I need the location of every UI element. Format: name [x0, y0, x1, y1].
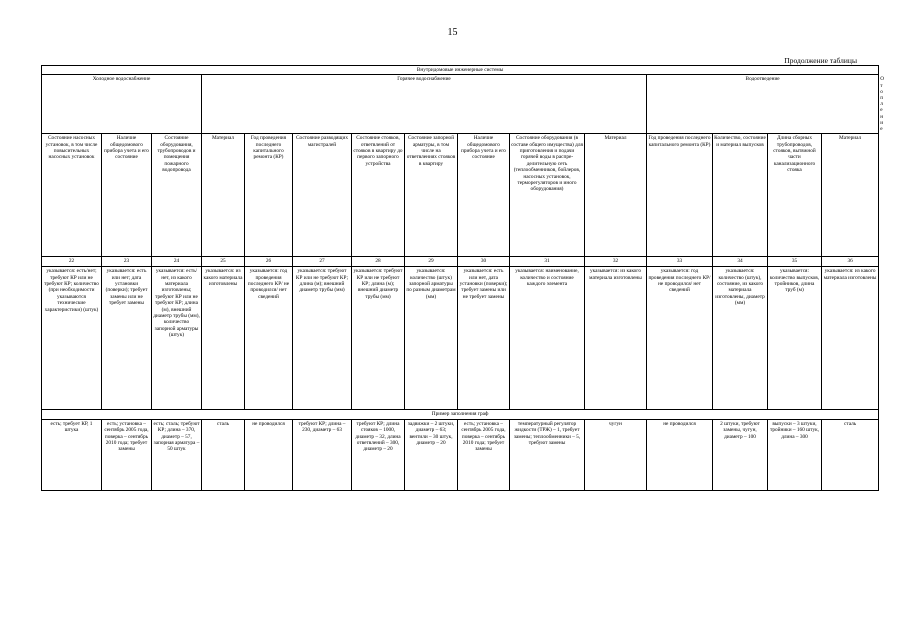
column-description: указывается: требуют КР или не требуют КР; длина (м); внешний диаметр трубы (мм)	[293, 267, 352, 410]
sample-cell: требуют КР; длина стояков – 1000, диаметр – 32, длина ответвлений – 300, диаметр – 20	[352, 419, 405, 490]
column-header: Состояние оборудования (в составе общего имущества) для приготовления и подачи горячей воды в распре-делительную сеть (теплообменников, бойлеров, насосных установок, терморегуляторов и иного оборудования)	[510, 134, 585, 257]
column-header: Состояние запорной арматуры, в том числе на ответвлениях стояков в квартиру	[405, 134, 458, 257]
column-number: 33	[647, 257, 713, 267]
engineering-systems-table: Внутридомовые инженерные системы Холодное водоснабжение Горячее водоснабжение Водоотведение Отопление Состояние насосных установок, в том числе повысительных насосных установок Наличие общедомового прибора учета и его состояние Состояние оборудования, трубопроводов и помещения пожарного водопровода Материал Год проведения последнего капитального ремонта (КР) Состояние разводящих магистралей Состояние стояков, ответвлений от стояков в квартиру до первого запорного устройства Состояние запорной арматуры, в том числе на ответвлениях стояков в квартиру Наличие общедомового прибора учета и его состояние Состояние оборудования (в составе общего имущества) для приготовления и подачи горячей воды в распре-делительную сеть (теплообменников, бойлеров, насосных установок, терморегуляторов и иного оборудования) Материал Год проведения последнего капитального ремонта (КР) Количество, состояние и материал выпусков Длина сборных трубопроводов, стояков, вытяжной части канализационного стояка Материал 22 23 24 25 26 27 28 29 30 31 32 33 34 35 36 указывается: есть/нет; требуют КР или не требуют КР; количество (при необходимости указываются технические характеристики) (штук) указывается: есть или нет; дата установки (поверки); требует замены или не требует замены указывается: есть/нет, из какого материала изготовлены; требуют КР или не требуют КР; длина (м), внешний диаметр трубы (мм), количество запорной арматуры (штук) указывается: из какого материала изготовлены указывается: год проведения последнего КР/ не проводился/ нет сведений указывается: требуют КР или не требуют КР; длина (м); внешний диаметр трубы (мм) указывается: требуют КР или не требуют КР; длина (м); внешний диаметр трубы (мм) указывается: количество (штук) запорной арматуры по разным диаметрам (мм) указывается: есть или нет, дата установки (поверки); требует замены или не требует замены указывается: наименование, количество и состояние каждого элемента указывается: из какого материала изготовлены указывается: год проведения последнего КР/ не проводился/ нет сведений указывается: количество (штук), состояние, из какого материала изготовлены, диаметр (мм) указывается: количество выпусков, тройников, длина труб (м) указывается: из какого материала изготовлены Пример заполнения граф есть; требует КР, 1 штука есть; установка – сентябрь 2005 года, поверка – сентябрь 2010 года; требует замены есть; сталь; требуют КР; длина – 370, диаметр – 57, запорная арматура – 50 штук сталь не проводился требуют КР; длина – 230, диаметр – 63 требуют КР; длина стояков – 1000, диаметр – 32, длина ответвлений – 300, диаметр – 20 задвижки – 2 штуки, диаметр – 63; вентили – 30 штук, диаметр – 20 есть; установка – сентябрь 2005 года, поверка – сентябрь 2010 года; требует замены температурный регулятор жидкости (ТРЖ) – 1, требует замены; теплообменники – 5, требуют замены чугун не проводился 2 штуки, требуют замены, чугун, диаметр – 100 выпуски – 3 штуки, тройники – 160 штук, длина – 300 сталь	[41, 65, 879, 491]
column-header: Состояние стояков, ответвлений от стояков в квартиру до первого запорного устройства	[352, 134, 405, 257]
column-header: Количество, состояние и материал выпусков	[713, 134, 768, 257]
column-header: Материал	[585, 134, 647, 257]
section-title: Внутридомовые инженерные системы	[42, 66, 879, 75]
column-number: 35	[768, 257, 822, 267]
column-description: указывается: из какого материала изготовлены	[202, 267, 245, 410]
sample-cell: сталь	[822, 419, 879, 490]
column-number: 30	[458, 257, 510, 267]
sample-cell: есть; требует КР, 1 штука	[42, 419, 102, 490]
sample-cell: есть; установка – сентябрь 2005 года, поверка – сентябрь 2010 года; требует замены	[102, 419, 152, 490]
sample-cell: требуют КР; длина – 230, диаметр – 63	[293, 419, 352, 490]
column-description: указывается: есть или нет, дата установки (поверки); требует замены или не требует замены	[458, 267, 510, 410]
column-header: Состояние разводящих магистралей	[293, 134, 352, 257]
column-description: указывается: есть или нет; дата установки (поверки); требует замены или не требует замены	[102, 267, 152, 410]
column-header: Состояние оборудования, трубопроводов и помещения пожарного водопровода	[152, 134, 202, 257]
column-header: Год проведения последнего капитального ремонта (КР)	[647, 134, 713, 257]
column-description: указывается: наименование, количество и состояние каждого элемента	[510, 267, 585, 410]
column-description: указывается: год проведения последнего КР/ не проводился/ нет сведений	[647, 267, 713, 410]
sample-cell: температурный регулятор жидкости (ТРЖ) – 1, требует замены; теплообменники – 5, требуют замены	[510, 419, 585, 490]
column-number: 31	[510, 257, 585, 267]
sample-cell: не проводился	[647, 419, 713, 490]
sample-cell: чугун	[585, 419, 647, 490]
column-description: указывается: количество (штук), состояние, из какого материала изготовлены, диаметр (мм)	[713, 267, 768, 410]
column-number: 36	[822, 257, 879, 267]
column-description: указывается: из какого материала изготовлены	[585, 267, 647, 410]
column-header: Год проведения последнего капитального ремонта (КР)	[245, 134, 293, 257]
sample-cell: 2 штуки, требуют замены, чугун, диаметр – 100	[713, 419, 768, 490]
column-description: указывается: количество (штук) запорной арматуры по разным диаметрам (мм)	[405, 267, 458, 410]
column-number: 25	[202, 257, 245, 267]
column-number: 32	[585, 257, 647, 267]
column-description: указывается: есть/нет; требуют КР или не требуют КР; количество (при необходимости указываются технические характеристики) (штук)	[42, 267, 102, 410]
sample-cell: есть; сталь; требуют КР; длина – 370, диаметр – 57, запорная арматура – 50 штук	[152, 419, 202, 490]
column-number: 29	[405, 257, 458, 267]
column-header: Материал	[202, 134, 245, 257]
column-description: указывается: количество выпусков, тройников, длина труб (м)	[768, 267, 822, 410]
column-number: 27	[293, 257, 352, 267]
column-header: Наличие общедомового прибора учета и его состояние	[458, 134, 510, 257]
sample-cell: выпуски – 3 штуки, тройники – 160 штук, длина – 300	[768, 419, 822, 490]
column-number: 34	[713, 257, 768, 267]
column-description: указывается: из какого материала изготовлены	[822, 267, 879, 410]
column-header: Длина сборных трубопроводов, стояков, вытяжной части канализационного стояка	[768, 134, 822, 257]
column-header: Наличие общедомового прибора учета и его состояние	[102, 134, 152, 257]
column-number: 23	[102, 257, 152, 267]
column-header: Материал	[822, 134, 879, 257]
column-group-header: Водоотведение	[647, 75, 879, 134]
column-description: указывается: требуют КР или не требуют КР; длина (м); внешний диаметр трубы (мм)	[352, 267, 405, 410]
column-header: Состояние насосных установок, в том числе повысительных насосных установок	[42, 134, 102, 257]
page-number: 15	[447, 27, 458, 38]
sample-cell: не проводился	[245, 419, 293, 490]
sample-cell: сталь	[202, 419, 245, 490]
column-description: указывается: есть/нет, из какого материала изготовлены; требуют КР или не требуют КР; длина (м), внешний диаметр трубы (мм), количество запорной арматуры (штук)	[152, 267, 202, 410]
column-number: 26	[245, 257, 293, 267]
sample-cell: есть; установка – сентябрь 2005 года, поверка – сентябрь 2010 года; требует замены	[458, 419, 510, 490]
column-number: 28	[352, 257, 405, 267]
column-description: указывается: год проведения последнего КР/ не проводился/ нет сведений	[245, 267, 293, 410]
column-number: 24	[152, 257, 202, 267]
sample-label: Пример заполнения граф	[42, 410, 879, 420]
column-number: 22	[42, 257, 102, 267]
sample-cell: задвижки – 2 штуки, диаметр – 63; вентили – 30 штук, диаметр – 20	[405, 419, 458, 490]
column-group-header: Холодное водоснабжение	[42, 75, 202, 134]
continuation-label: Продолжение таблицы	[784, 56, 857, 65]
column-group-header: Горячее водоснабжение	[202, 75, 647, 134]
